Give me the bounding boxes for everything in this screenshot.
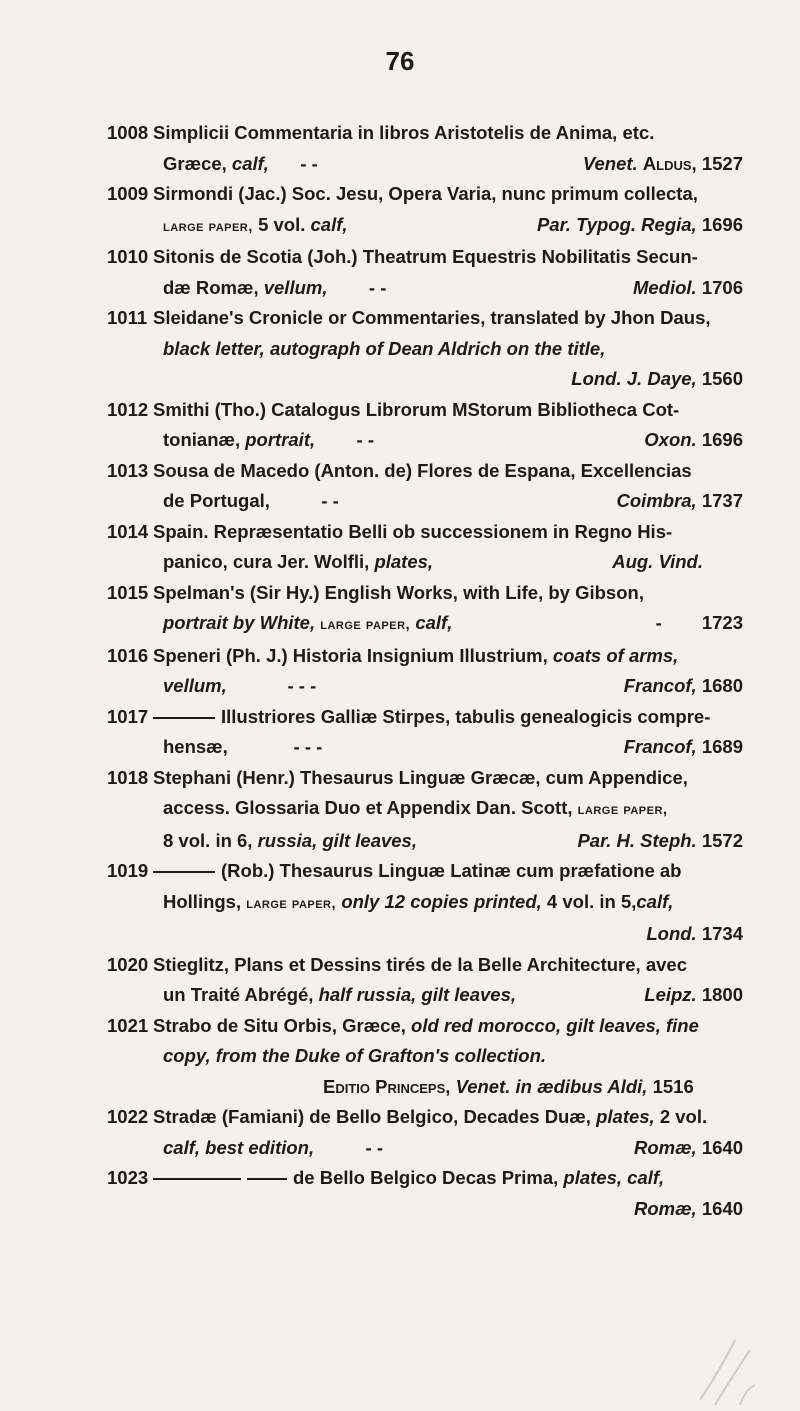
entry-binding: old red morocco, gilt leaves, fine <box>411 1014 699 1036</box>
entry-place: Par. H. Steph. <box>577 829 697 851</box>
catalogue-entry-1023 <box>0 1163 800 1224</box>
entry-volumes: 4 vol. in 5, <box>546 890 637 912</box>
entry-place: Francof, <box>623 675 697 696</box>
catalogue-entry-1018 <box>0 763 800 857</box>
entry-place: Venet. <box>582 152 638 174</box>
entry-binding: calf, <box>231 152 269 174</box>
entry-binding: vellum, <box>263 276 328 298</box>
entry-year: 1800 <box>701 984 743 1005</box>
entry-place: Lond. J. Daye, <box>571 368 697 389</box>
entry-volumes: 8 vol. in 6, <box>163 829 258 851</box>
entry-dashes: - - - <box>287 675 317 696</box>
catalogue-entry-1017 <box>0 702 800 763</box>
entry-number: 1008 <box>107 122 149 143</box>
entry-title: Sirmondi (Jac.) Soc. Jesu, Opera Varia, nunc primum collecta, <box>153 183 698 204</box>
entry-place: Oxon. <box>644 429 697 450</box>
entry-dashes: - - <box>365 1136 383 1158</box>
entry-number: 1011 <box>107 307 148 328</box>
ditto-rule <box>153 717 215 719</box>
entry-number: 1022 <box>107 1106 149 1127</box>
entry-year: 1734 <box>701 923 743 944</box>
entry-title: Stephani (Henr.) Thesaurus Linguæ Græcæ, cum Appendice, <box>153 766 688 788</box>
entry-text: un Traité Abrégé, <box>163 984 319 1005</box>
entry-note: only 12 copies printed, <box>341 890 542 912</box>
catalogue-entry-1010 <box>0 242 800 303</box>
entry-number: 1012 <box>107 398 149 420</box>
entry-title: Smithi (Tho.) Catalogus Librorum MStorum Bibliotheca Cot- <box>153 398 680 420</box>
entry-place: Romæ, <box>634 1136 697 1158</box>
entry-number: 1010 <box>107 246 149 267</box>
entry-binding: russia, gilt leaves, <box>257 829 417 851</box>
entry-title: Speneri (Ph. J.) Historia Insignium Illustrium, <box>153 644 553 666</box>
entry-year: 1572 <box>701 829 743 851</box>
entry-year: 1680 <box>701 675 743 696</box>
entry-title: Stradæ (Famiani) de Bello Belgico, Decades Duæ, <box>153 1106 597 1127</box>
entry-place: Venet. in ædibus Aldi, <box>455 1075 648 1097</box>
entry-year: 1689 <box>701 736 743 757</box>
entry-title: de Bello Belgico Decas Prima, <box>293 1167 564 1188</box>
page-number: 76 <box>385 46 415 76</box>
entry-illustrations: plates, <box>596 1106 655 1127</box>
entry-number: 1015 <box>107 581 149 603</box>
entry-title: Strabo de Situ Orbis, Græce, <box>153 1014 412 1036</box>
entry-binding: plates, calf, <box>563 1167 665 1188</box>
entry-year: 1737 <box>701 490 743 511</box>
entry-place: Coimbra, <box>616 490 697 511</box>
entry-place: Romæ, <box>634 1197 697 1219</box>
entry-text: panico, cura Jer. Wolfli, <box>163 551 375 572</box>
entry-number: 1020 <box>107 953 149 975</box>
entry-title: Sousa de Macedo (Anton. de) Flores de Espana, Excellencias <box>153 459 692 481</box>
pencil-mark <box>690 1330 760 1410</box>
entry-dashes: - - - <box>293 736 323 757</box>
entry-year: 1516 <box>652 1075 694 1097</box>
entry-illustrations: plates, <box>374 551 434 572</box>
entry-place: Leipz. <box>644 984 697 1005</box>
entry-number: 1016 <box>107 644 149 666</box>
entry-number: 1019 <box>107 860 149 881</box>
entry-binding: calf, <box>415 612 453 633</box>
entry-binding: half russia, gilt leaves, <box>318 984 516 1005</box>
entry-text: hensæ, <box>163 736 228 757</box>
catalogue-entry-1020 <box>0 950 800 1011</box>
entry-text: access. Glossaria Duo et Appendix Dan. Scott, <box>163 797 578 818</box>
entry-edition: Editio Princeps, <box>323 1075 451 1097</box>
entry-note: copy, from the Duke of Grafton's collection. <box>163 1045 547 1066</box>
catalogue-entry-1011 <box>0 303 800 395</box>
catalogue-entry-1016 <box>0 641 800 702</box>
entry-text: dæ Romæ, <box>163 276 264 298</box>
entry-dashes: - - <box>321 490 339 511</box>
entry-paper: large paper, <box>163 217 253 235</box>
entry-title: Stieglitz, Plans et Dessins tirés de la Belle Architecture, avec <box>153 953 687 975</box>
entry-dashes: - - <box>300 152 318 174</box>
entry-volumes: 5 vol. <box>258 213 306 235</box>
entry-title: Simplicii Commentaria in libros Aristotelis de Anima, etc. <box>153 122 655 143</box>
entry-year: 1723 <box>701 612 743 633</box>
catalogue-entry-1019 <box>0 856 800 950</box>
catalogue-entry-1021 <box>0 1011 800 1103</box>
entry-place: Par. Typog. Regia, <box>537 213 697 235</box>
entry-number: 1014 <box>107 520 149 542</box>
catalogue-entry-1009 <box>0 179 800 242</box>
entry-dashes: - - <box>368 276 387 298</box>
entry-year: 1527 <box>701 152 743 174</box>
entry-binding: vellum, <box>163 675 227 696</box>
entry-volumes: 2 vol. <box>654 1106 708 1127</box>
catalogue-entry-1013 <box>0 456 800 517</box>
entry-binding: portrait, <box>245 429 316 450</box>
entry-note: black letter, autograph of Dean Aldrich on the title, <box>163 337 606 359</box>
catalogue-entry-1022 <box>0 1102 800 1163</box>
catalogue-entry-1015 <box>0 578 800 641</box>
entry-number: 1017 <box>107 705 149 727</box>
entry-dashes: - <box>655 612 662 633</box>
entry-place: Mediol. <box>632 276 697 298</box>
entry-text: Hollings, <box>163 890 247 912</box>
entry-text: Græce, <box>163 152 232 174</box>
entry-number: 1021 <box>107 1014 149 1036</box>
entry-year: 1696 <box>701 429 743 450</box>
entry-title: (Rob.) Thesaurus Linguæ Latinæ cum præfatione ab <box>221 860 682 881</box>
entry-year: 1560 <box>701 368 743 389</box>
entry-text: tonianæ, <box>163 429 246 450</box>
entry-binding: calf, <box>636 890 674 912</box>
ditto-rule <box>247 1178 287 1180</box>
catalogue-entries <box>0 118 800 1224</box>
entry-title: Spelman's (Sir Hy.) English Works, with Life, by Gibson, <box>153 581 644 603</box>
entry-number: 1023 <box>107 1167 149 1188</box>
entry-place: Lond. <box>646 923 697 944</box>
entry-binding: calf, best edition, <box>163 1136 315 1158</box>
entry-year: 1706 <box>701 276 743 298</box>
entry-title: Sleidane's Cronicle or Commentaries, translated by Jhon Daus, <box>153 307 711 328</box>
entry-binding: calf, <box>310 213 348 235</box>
entry-note: portrait by White, <box>163 612 316 633</box>
entry-place: Francof, <box>623 736 697 757</box>
ditto-rule <box>153 871 215 873</box>
entry-illustrations: coats of arms, <box>552 644 679 666</box>
entry-year: 1640 <box>701 1197 743 1219</box>
entry-text: de Portugal, <box>163 490 270 511</box>
catalogue-entry-1012 <box>0 395 800 456</box>
entry-title: Illustriores Galliæ Stirpes, tabulis genealogicis compre- <box>221 705 711 727</box>
entry-number: 1018 <box>107 766 149 788</box>
ditto-rule <box>153 1178 241 1180</box>
entry-dashes: - - <box>356 429 374 450</box>
entry-number: 1009 <box>107 183 149 204</box>
catalogue-entry-1014 <box>0 517 800 578</box>
entry-title: Sitonis de Scotia (Joh.) Theatrum Equestris Nobilitatis Secun- <box>153 246 698 267</box>
catalogue-entry-1008 <box>0 118 800 179</box>
entry-number: 1013 <box>107 459 149 481</box>
entry-printer: Aldus, <box>642 152 697 174</box>
entry-paper: large paper, <box>246 894 337 912</box>
entry-paper: large paper, <box>320 616 411 633</box>
entry-paper: large paper, <box>577 801 668 818</box>
entry-place: Aug. Vind. <box>612 551 703 572</box>
entry-year: 1696 <box>701 213 743 235</box>
entry-year: 1640 <box>701 1136 743 1158</box>
entry-title: Spain. Repræsentatio Belli ob successionem in Regno His- <box>153 520 673 542</box>
